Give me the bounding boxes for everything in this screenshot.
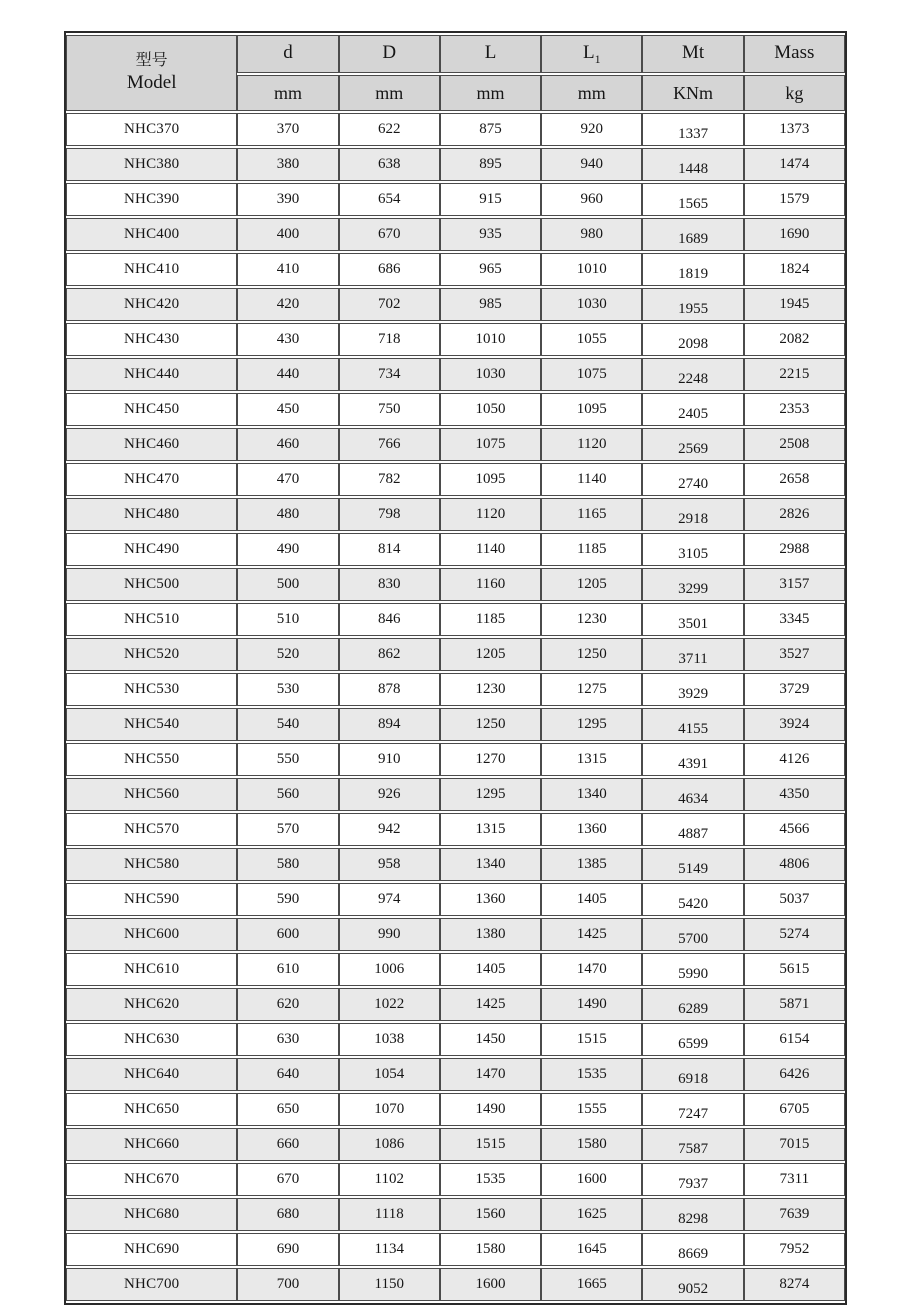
L1-cell: 940 — [541, 148, 642, 181]
Mt-cell: 5420 — [642, 883, 743, 916]
L1-cell: 920 — [541, 113, 642, 146]
model-cell: NHC400 — [66, 218, 237, 251]
L-cell: 1340 — [440, 848, 541, 881]
L-cell: 1010 — [440, 323, 541, 356]
D-cell: 798 — [339, 498, 440, 531]
Mt-cell: 1819 — [642, 253, 743, 286]
d-cell: 670 — [237, 1163, 338, 1196]
Mt-cell: 2098 — [642, 323, 743, 356]
L1-cell: 1385 — [541, 848, 642, 881]
Mass-cell: 6426 — [744, 1058, 845, 1091]
L1-cell: 1055 — [541, 323, 642, 356]
model-header-cn: 型号 — [135, 52, 168, 70]
L1-cell: 1275 — [541, 673, 642, 706]
L-cell: 915 — [440, 183, 541, 216]
L-cell: 1600 — [440, 1268, 541, 1301]
unit-header-Mt: KNm — [642, 75, 743, 111]
d-cell: 570 — [237, 813, 338, 846]
L1-cell: 1315 — [541, 743, 642, 776]
Mass-cell: 3729 — [744, 673, 845, 706]
L1-cell: 1665 — [541, 1268, 642, 1301]
D-cell: 926 — [339, 778, 440, 811]
model-cell: NHC670 — [66, 1163, 237, 1196]
d-cell: 400 — [237, 218, 338, 251]
L-cell: 1050 — [440, 393, 541, 426]
Mt-cell: 4391 — [642, 743, 743, 776]
Mass-cell: 4126 — [744, 743, 845, 776]
table-row — [66, 848, 845, 881]
L-cell: 1315 — [440, 813, 541, 846]
D-cell: 1038 — [339, 1023, 440, 1056]
table-row — [66, 288, 845, 321]
model-cell: NHC580 — [66, 848, 237, 881]
L1-cell: 1250 — [541, 638, 642, 671]
model-cell: NHC370 — [66, 113, 237, 146]
model-cell: NHC420 — [66, 288, 237, 321]
Mass-cell: 4350 — [744, 778, 845, 811]
L-cell: 875 — [440, 113, 541, 146]
Mt-cell: 1565 — [642, 183, 743, 216]
Mt-cell: 6599 — [642, 1023, 743, 1056]
table-row — [66, 778, 845, 811]
L-cell: 1425 — [440, 988, 541, 1021]
table-row — [66, 358, 845, 391]
L1-cell: 1425 — [541, 918, 642, 951]
Mt-cell: 2918 — [642, 498, 743, 531]
Mass-cell: 2082 — [744, 323, 845, 356]
D-cell: 958 — [339, 848, 440, 881]
Mass-cell: 7639 — [744, 1198, 845, 1231]
table-row — [66, 393, 845, 426]
d-cell: 600 — [237, 918, 338, 951]
Mass-cell: 1824 — [744, 253, 845, 286]
model-cell: NHC430 — [66, 323, 237, 356]
Mass-cell: 5615 — [744, 953, 845, 986]
table-row — [66, 883, 845, 916]
Mt-cell: 3711 — [642, 638, 743, 671]
L1-cell: 1165 — [541, 498, 642, 531]
model-cell: NHC620 — [66, 988, 237, 1021]
col-header-L: L — [440, 35, 541, 73]
D-cell: 1134 — [339, 1233, 440, 1266]
D-cell: 990 — [339, 918, 440, 951]
L-cell: 1470 — [440, 1058, 541, 1091]
Mt-cell: 2740 — [642, 463, 743, 496]
model-cell: NHC650 — [66, 1093, 237, 1126]
Mass-cell: 1373 — [744, 113, 845, 146]
L-cell: 1450 — [440, 1023, 541, 1056]
table-row — [66, 918, 845, 951]
D-cell: 734 — [339, 358, 440, 391]
Mt-cell: 8298 — [642, 1198, 743, 1231]
model-cell: NHC490 — [66, 533, 237, 566]
model-cell: NHC560 — [66, 778, 237, 811]
d-cell: 560 — [237, 778, 338, 811]
Mt-cell: 5149 — [642, 848, 743, 881]
d-cell: 590 — [237, 883, 338, 916]
d-cell: 610 — [237, 953, 338, 986]
Mass-cell: 1690 — [744, 218, 845, 251]
d-cell: 640 — [237, 1058, 338, 1091]
Mass-cell: 2215 — [744, 358, 845, 391]
table-row — [66, 1198, 845, 1231]
model-cell: NHC440 — [66, 358, 237, 391]
Mass-cell: 1474 — [744, 148, 845, 181]
d-cell: 370 — [237, 113, 338, 146]
unit-header-L1: mm — [541, 75, 642, 111]
d-cell: 430 — [237, 323, 338, 356]
Mt-cell: 2569 — [642, 428, 743, 461]
model-cell: NHC450 — [66, 393, 237, 426]
table-row — [66, 498, 845, 531]
L-cell: 1295 — [440, 778, 541, 811]
d-cell: 660 — [237, 1128, 338, 1161]
d-cell: 390 — [237, 183, 338, 216]
Mass-cell: 1579 — [744, 183, 845, 216]
model-cell: NHC390 — [66, 183, 237, 216]
L-cell: 1515 — [440, 1128, 541, 1161]
Mass-cell: 3345 — [744, 603, 845, 636]
spec-table-container — [64, 31, 847, 1305]
d-cell: 620 — [237, 988, 338, 1021]
model-cell: NHC700 — [66, 1268, 237, 1301]
d-cell: 410 — [237, 253, 338, 286]
L-cell: 985 — [440, 288, 541, 321]
model-column-header — [66, 35, 237, 111]
Mt-cell: 1337 — [642, 113, 743, 146]
L-cell: 1075 — [440, 428, 541, 461]
col-header-Mass: Mass — [744, 35, 845, 73]
table-row — [66, 1268, 845, 1301]
table-row — [66, 1128, 845, 1161]
Mt-cell: 7587 — [642, 1128, 743, 1161]
d-cell: 480 — [237, 498, 338, 531]
L-cell: 1140 — [440, 533, 541, 566]
L-cell: 1205 — [440, 638, 541, 671]
D-cell: 702 — [339, 288, 440, 321]
L-cell: 1095 — [440, 463, 541, 496]
model-cell: NHC520 — [66, 638, 237, 671]
D-cell: 1150 — [339, 1268, 440, 1301]
d-cell: 440 — [237, 358, 338, 391]
model-header-en: Model — [126, 72, 177, 94]
table-row — [66, 428, 845, 461]
d-cell: 700 — [237, 1268, 338, 1301]
table-row — [66, 1058, 845, 1091]
Mass-cell: 2658 — [744, 463, 845, 496]
L-cell: 1230 — [440, 673, 541, 706]
L1-cell: 1340 — [541, 778, 642, 811]
d-cell: 650 — [237, 1093, 338, 1126]
D-cell: 878 — [339, 673, 440, 706]
Mass-cell: 4806 — [744, 848, 845, 881]
L1-cell: 1010 — [541, 253, 642, 286]
d-cell: 540 — [237, 708, 338, 741]
model-cell: NHC640 — [66, 1058, 237, 1091]
L-cell: 1160 — [440, 568, 541, 601]
L1-cell: 1205 — [541, 568, 642, 601]
table-row — [66, 988, 845, 1021]
L-cell: 1535 — [440, 1163, 541, 1196]
Mt-cell: 4887 — [642, 813, 743, 846]
d-cell: 500 — [237, 568, 338, 601]
unit-header-d: mm — [237, 75, 338, 111]
Mt-cell: 4634 — [642, 778, 743, 811]
Mt-cell: 1689 — [642, 218, 743, 251]
D-cell: 718 — [339, 323, 440, 356]
col-header-L1: $L_1$ — [541, 35, 642, 73]
L1-cell: 1625 — [541, 1198, 642, 1231]
model-cell: NHC510 — [66, 603, 237, 636]
L1-cell: 1295 — [541, 708, 642, 741]
L1-cell: 1600 — [541, 1163, 642, 1196]
table-row — [66, 638, 845, 671]
Mt-cell: 7937 — [642, 1163, 743, 1196]
Mt-cell: 9052 — [642, 1268, 743, 1301]
D-cell: 686 — [339, 253, 440, 286]
model-cell: NHC380 — [66, 148, 237, 181]
col-header-d: d — [237, 35, 338, 73]
unit-header-L: mm — [440, 75, 541, 111]
Mt-cell: 8669 — [642, 1233, 743, 1266]
Mass-cell: 5871 — [744, 988, 845, 1021]
Mt-cell: 1955 — [642, 288, 743, 321]
d-cell: 680 — [237, 1198, 338, 1231]
table-header — [66, 35, 845, 111]
Mt-cell: 5990 — [642, 953, 743, 986]
table-row — [66, 1233, 845, 1266]
model-cell: NHC610 — [66, 953, 237, 986]
d-cell: 490 — [237, 533, 338, 566]
Mass-cell: 8274 — [744, 1268, 845, 1301]
table-row — [66, 148, 845, 181]
L1-cell: 1580 — [541, 1128, 642, 1161]
Mass-cell: 7015 — [744, 1128, 845, 1161]
model-cell: NHC630 — [66, 1023, 237, 1056]
model-cell: NHC480 — [66, 498, 237, 531]
model-cell: NHC470 — [66, 463, 237, 496]
L1-cell: 1075 — [541, 358, 642, 391]
L1-cell: 1470 — [541, 953, 642, 986]
D-cell: 1118 — [339, 1198, 440, 1231]
Mt-cell: 6289 — [642, 988, 743, 1021]
d-cell: 510 — [237, 603, 338, 636]
Mass-cell: 2988 — [744, 533, 845, 566]
d-cell: 690 — [237, 1233, 338, 1266]
D-cell: 1006 — [339, 953, 440, 986]
d-cell: 530 — [237, 673, 338, 706]
D-cell: 846 — [339, 603, 440, 636]
L1-cell: 1185 — [541, 533, 642, 566]
Mass-cell: 6705 — [744, 1093, 845, 1126]
Mass-cell: 7952 — [744, 1233, 845, 1266]
unit-header-Mass: kg — [744, 75, 845, 111]
table-row — [66, 673, 845, 706]
table-row — [66, 218, 845, 251]
L1-cell: 1095 — [541, 393, 642, 426]
d-cell: 470 — [237, 463, 338, 496]
Mt-cell: 7247 — [642, 1093, 743, 1126]
Mt-cell: 1448 — [642, 148, 743, 181]
Mass-cell: 2508 — [744, 428, 845, 461]
D-cell: 622 — [339, 113, 440, 146]
table-row — [66, 813, 845, 846]
D-cell: 894 — [339, 708, 440, 741]
table-row — [66, 113, 845, 146]
Mass-cell: 5037 — [744, 883, 845, 916]
table-row — [66, 1093, 845, 1126]
spec-table — [66, 33, 845, 1303]
d-cell: 580 — [237, 848, 338, 881]
table-row — [66, 708, 845, 741]
table-row — [66, 1023, 845, 1056]
col-header-D: D — [339, 35, 440, 73]
table-row — [66, 603, 845, 636]
D-cell: 1070 — [339, 1093, 440, 1126]
L-cell: 1580 — [440, 1233, 541, 1266]
table-row — [66, 743, 845, 776]
Mass-cell: 7311 — [744, 1163, 845, 1196]
model-cell: NHC550 — [66, 743, 237, 776]
model-cell: NHC530 — [66, 673, 237, 706]
D-cell: 766 — [339, 428, 440, 461]
L-cell: 1120 — [440, 498, 541, 531]
L1-cell: 1030 — [541, 288, 642, 321]
Mt-cell: 3105 — [642, 533, 743, 566]
D-cell: 750 — [339, 393, 440, 426]
model-cell: NHC660 — [66, 1128, 237, 1161]
L1-cell: 1535 — [541, 1058, 642, 1091]
model-cell: NHC590 — [66, 883, 237, 916]
L-cell: 895 — [440, 148, 541, 181]
model-cell: NHC460 — [66, 428, 237, 461]
model-cell: NHC570 — [66, 813, 237, 846]
Mass-cell: 2353 — [744, 393, 845, 426]
Mass-cell: 3527 — [744, 638, 845, 671]
D-cell: 830 — [339, 568, 440, 601]
L1-cell: 980 — [541, 218, 642, 251]
table-row — [66, 253, 845, 286]
D-cell: 670 — [339, 218, 440, 251]
L-cell: 1380 — [440, 918, 541, 951]
L-cell: 935 — [440, 218, 541, 251]
L1-cell: 1490 — [541, 988, 642, 1021]
D-cell: 862 — [339, 638, 440, 671]
L1-cell: 960 — [541, 183, 642, 216]
L1-cell: 1555 — [541, 1093, 642, 1126]
Mass-cell: 2826 — [744, 498, 845, 531]
model-cell: NHC690 — [66, 1233, 237, 1266]
D-cell: 1022 — [339, 988, 440, 1021]
D-cell: 974 — [339, 883, 440, 916]
L1-cell: 1140 — [541, 463, 642, 496]
Mt-cell: 4155 — [642, 708, 743, 741]
D-cell: 814 — [339, 533, 440, 566]
D-cell: 1102 — [339, 1163, 440, 1196]
D-cell: 910 — [339, 743, 440, 776]
table-row — [66, 183, 845, 216]
unit-header-D: mm — [339, 75, 440, 111]
Mass-cell: 1945 — [744, 288, 845, 321]
D-cell: 654 — [339, 183, 440, 216]
L-cell: 1360 — [440, 883, 541, 916]
Mass-cell: 3157 — [744, 568, 845, 601]
d-cell: 380 — [237, 148, 338, 181]
Mt-cell: 6918 — [642, 1058, 743, 1091]
Mass-cell: 5274 — [744, 918, 845, 951]
Mass-cell: 4566 — [744, 813, 845, 846]
Mass-cell: 3924 — [744, 708, 845, 741]
Mt-cell: 2405 — [642, 393, 743, 426]
L1-cell: 1645 — [541, 1233, 642, 1266]
L1-cell: 1515 — [541, 1023, 642, 1056]
L-cell: 1405 — [440, 953, 541, 986]
Mass-cell: 6154 — [744, 1023, 845, 1056]
d-cell: 420 — [237, 288, 338, 321]
d-cell: 550 — [237, 743, 338, 776]
L-cell: 1490 — [440, 1093, 541, 1126]
L1-cell: 1230 — [541, 603, 642, 636]
L1-cell: 1405 — [541, 883, 642, 916]
d-cell: 520 — [237, 638, 338, 671]
Mt-cell: 3501 — [642, 603, 743, 636]
table-row — [66, 568, 845, 601]
d-cell: 630 — [237, 1023, 338, 1056]
model-cell: NHC540 — [66, 708, 237, 741]
L-cell: 1250 — [440, 708, 541, 741]
L-cell: 965 — [440, 253, 541, 286]
Mt-cell: 5700 — [642, 918, 743, 951]
model-cell: NHC410 — [66, 253, 237, 286]
L1-cell: 1120 — [541, 428, 642, 461]
table-row — [66, 953, 845, 986]
D-cell: 1086 — [339, 1128, 440, 1161]
table-row — [66, 323, 845, 356]
Mt-cell: 3299 — [642, 568, 743, 601]
Mt-cell: 2248 — [642, 358, 743, 391]
d-cell: 460 — [237, 428, 338, 461]
col-header-Mt: Mt — [642, 35, 743, 73]
L-cell: 1560 — [440, 1198, 541, 1231]
table-row — [66, 1163, 845, 1196]
table-row — [66, 463, 845, 496]
D-cell: 1054 — [339, 1058, 440, 1091]
D-cell: 782 — [339, 463, 440, 496]
L-cell: 1030 — [440, 358, 541, 391]
model-cell: NHC500 — [66, 568, 237, 601]
Mt-cell: 3929 — [642, 673, 743, 706]
d-cell: 450 — [237, 393, 338, 426]
table-body — [66, 113, 845, 1301]
D-cell: 638 — [339, 148, 440, 181]
model-cell: NHC680 — [66, 1198, 237, 1231]
model-cell: NHC600 — [66, 918, 237, 951]
L1-cell: 1360 — [541, 813, 642, 846]
L-cell: 1270 — [440, 743, 541, 776]
L-cell: 1185 — [440, 603, 541, 636]
D-cell: 942 — [339, 813, 440, 846]
table-row — [66, 533, 845, 566]
